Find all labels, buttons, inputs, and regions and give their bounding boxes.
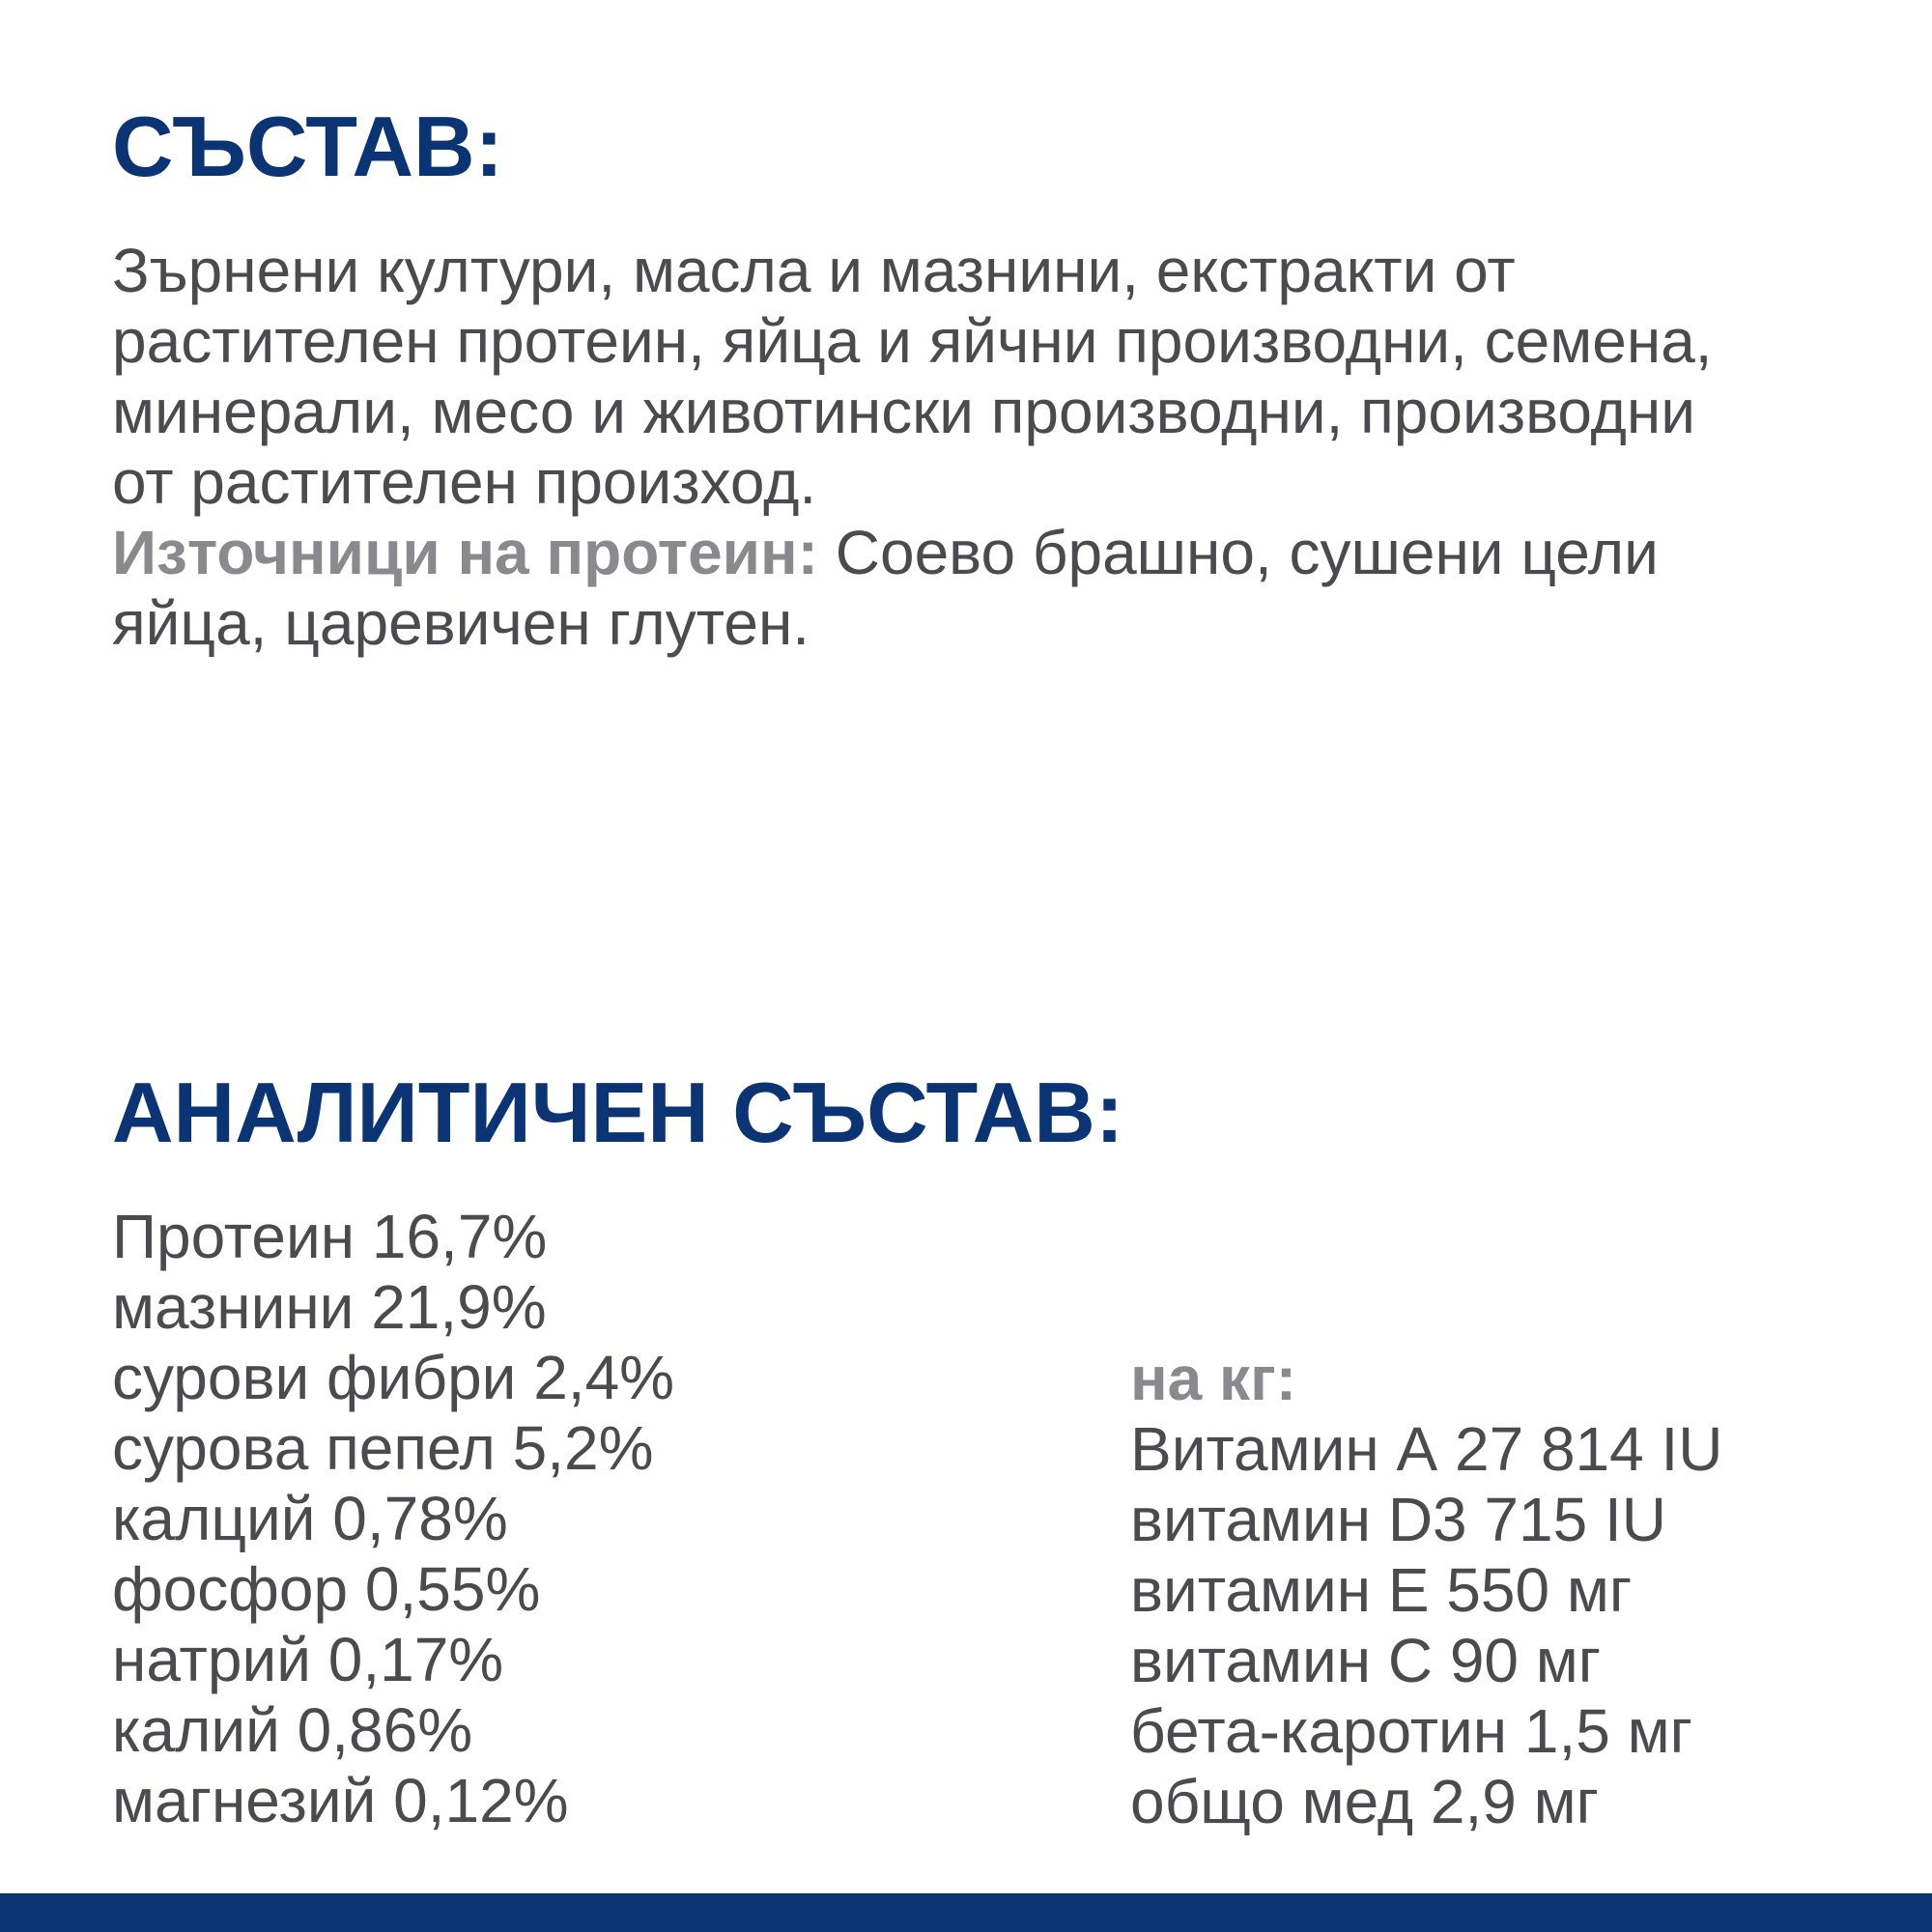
analytical-list: [112, 1202, 674, 1836]
analytical-item: калий 0,86%: [112, 1695, 473, 1765]
vitamin-item: Витамин А 27 814 IU: [1130, 1414, 1723, 1484]
per-kg-label: на кг:: [1130, 1344, 1297, 1413]
vitamin-item: витамин D3 715 IU: [1130, 1485, 1666, 1554]
analytical-item: магнезий 0,12%: [112, 1766, 569, 1835]
protein-sources-text: Соево брашно, сушени цели: [817, 518, 1659, 587]
analytical-item: натрий 0,17%: [112, 1625, 504, 1694]
vitamin-item: бета-каротин 1,5 мг: [1130, 1696, 1692, 1766]
analytical-item: сурови фибри 2,4%: [112, 1343, 675, 1412]
composition-paragraph: [112, 236, 1889, 659]
composition-line: растителен протеин, яйца и яйчни производни, семена,: [112, 306, 1713, 376]
composition-heading: СЪСТАВ:: [112, 99, 503, 194]
protein-sources-label: Източници на протеин:: [112, 518, 818, 587]
vitamin-item: общо мед 2,9 мг: [1130, 1767, 1599, 1836]
vitamin-item: витамин Е 550 мг: [1130, 1555, 1633, 1625]
vitamin-list: [1130, 1414, 1723, 1837]
analytical-composition-heading: АНАЛИТИЧЕН СЪСТАВ:: [112, 1065, 1124, 1160]
composition-line: от растителен произход.: [112, 447, 817, 517]
analytical-item: Протеин 16,7%: [112, 1202, 548, 1271]
vitamin-item: витамин С 90 мг: [1130, 1626, 1602, 1695]
analytical-item: сурова пепел 5,2%: [112, 1413, 654, 1483]
composition-line: Зърнени култури, масла и мазнини, екстракти от: [112, 236, 1516, 305]
protein-sources-line: [112, 518, 1889, 588]
footer-bar: [0, 1893, 1932, 1932]
analytical-item: калций 0,78%: [112, 1484, 508, 1553]
analytical-item: фосфор 0,55%: [112, 1554, 541, 1624]
per-kg-section: [1130, 1344, 1723, 1837]
analytical-item: мазнини 21,9%: [112, 1272, 547, 1342]
composition-line: минерали, месо и животински производни, производни: [112, 377, 1695, 446]
protein-sources-line-continued: яйца, царевичен глутен.: [112, 588, 810, 658]
